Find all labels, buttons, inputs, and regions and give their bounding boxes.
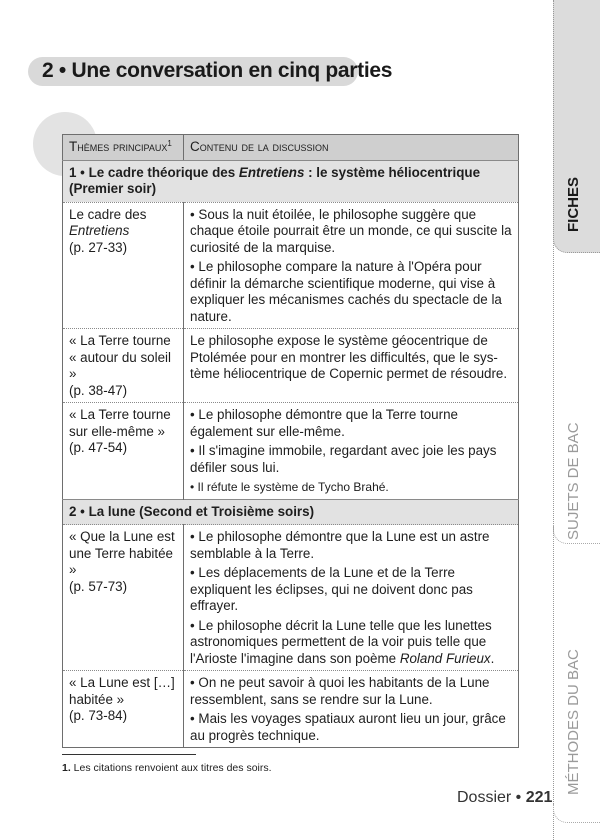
page-footer-label: Dossier • [457, 789, 526, 806]
header-themes-label: Thèmes principaux [69, 139, 168, 154]
page-number: 221 [525, 789, 553, 806]
theme-text: « Que la Lune est une Terre habitée » [69, 529, 175, 577]
table-row [63, 202, 519, 329]
theme-cell [63, 525, 184, 671]
section-title-1-prefix: 1 • Le cadre théorique des [69, 164, 239, 180]
theme-cell [63, 202, 184, 329]
tab-fiches-label[interactable]: FICHES [565, 176, 582, 232]
content-bullet: • Il s'imagine immobile, regardant avec joie les pays défiler sous lui. [190, 443, 497, 475]
footnote-text: Les citations renvoient aux titres des soirs. [70, 762, 272, 774]
section-row-2 [63, 499, 519, 525]
theme-pages: (p. 38-47) [69, 382, 128, 398]
section-title: 2 • Une conversation en cinq parties [42, 59, 393, 82]
section-title-1 [63, 160, 519, 202]
content-cell [184, 671, 519, 748]
content-cell [184, 329, 519, 403]
table-header-row [63, 135, 519, 161]
tab-methodes-du-bac-label[interactable]: MÉTHODES DU BAC [565, 649, 582, 795]
theme-cell [63, 329, 184, 403]
content-cell [184, 202, 519, 329]
tab-sujets-de-bac-label[interactable]: SUJETS DE BAC [565, 422, 582, 540]
theme-italic: Entretiens [69, 223, 130, 238]
theme-pages: (p. 27-33) [69, 239, 128, 255]
page-footer [457, 789, 552, 807]
header-contenu: Contenu de la discussion [184, 135, 519, 161]
content-cell [184, 525, 519, 671]
content-bullet: • Le philosophe démontre que la Lune est un astre semblable à la Terre. [190, 529, 490, 561]
theme-pages: (p. 57-73) [69, 578, 128, 594]
bullet-italic: Roland Furieux [399, 650, 491, 666]
footnote [62, 762, 272, 774]
theme-text: Le cadre des [69, 206, 147, 222]
theme-pages: (p. 73-84) [69, 708, 128, 723]
table-row [63, 671, 519, 748]
bullet-text: • Le philosophe décrit la Lune telle que les lunettes astronomiques permettent de la voir puis telle que l'Arioste l'imagine dans son poème [190, 617, 492, 666]
footnote-rule [62, 754, 196, 755]
summary-table [62, 134, 519, 748]
bullet-suffix: . [490, 650, 495, 666]
section-title-1-italic: Entretiens [238, 164, 305, 180]
section-title-2: 2 • La lune (Second et Troisième soirs) [63, 499, 519, 525]
theme-pages: (p. 47-54) [69, 440, 128, 455]
theme-cell [63, 671, 184, 748]
content-cell [184, 403, 519, 500]
header-themes [63, 135, 184, 161]
table-row [63, 525, 519, 671]
tab-methodes-du-bac[interactable] [553, 804, 600, 823]
content-bullet: • Sous la nuit étoilée, le philosophe suggère que chaque étoile pourrait être un monde, ce qui suscite la curiosité de la marquise. [190, 206, 512, 255]
content-text: Le philosophe expose le système géocentrique de Ptolémée pour en montrer les difficultés, que le sys-tème héliocentrique de Copernic permet de résoudre. [190, 333, 508, 381]
section-row-1 [63, 160, 519, 202]
footnote-number: 1. [62, 762, 71, 774]
theme-text: « La Lune est […] habitée » [69, 675, 175, 707]
theme-text: « La Terre tourne « autour du soleil » [69, 333, 171, 381]
content-bullet: • On ne peut savoir à quoi les habitants de la Lune ressemblent, sans se rendre sur la Lune. [190, 675, 490, 707]
section-title-1-suffix: : le système héliocentrique (Premier soir) [69, 164, 481, 196]
content-bullet: • Le philosophe démontre que la Terre tourne également sur elle-même. [190, 407, 458, 439]
content-bullet [190, 618, 512, 668]
content-bullet: • Mais les voyages spatiaux auront lieu un jour, grâce au progrès technique. [190, 711, 506, 743]
table-row [63, 329, 519, 403]
theme-cell [63, 403, 184, 500]
content-bullet: • Les déplacements de la Lune et de la Terre expliquent les éclipses, qui ne doivent donc pas effrayer. [190, 565, 473, 613]
content-bullet: • Il réfute le système de Tycho Brahé. [190, 480, 389, 494]
theme-text: « La Terre tourne sur elle-même » [69, 407, 171, 439]
content-bullet: • Le philosophe compare la nature à l'Opéra pour définir la démarche scientifique moderne, qui vise à expliquer les mécanismes cachés du spectacle de la nature. [190, 259, 502, 324]
table-row [63, 403, 519, 500]
footnote-mark[interactable]: 1 [167, 139, 172, 148]
